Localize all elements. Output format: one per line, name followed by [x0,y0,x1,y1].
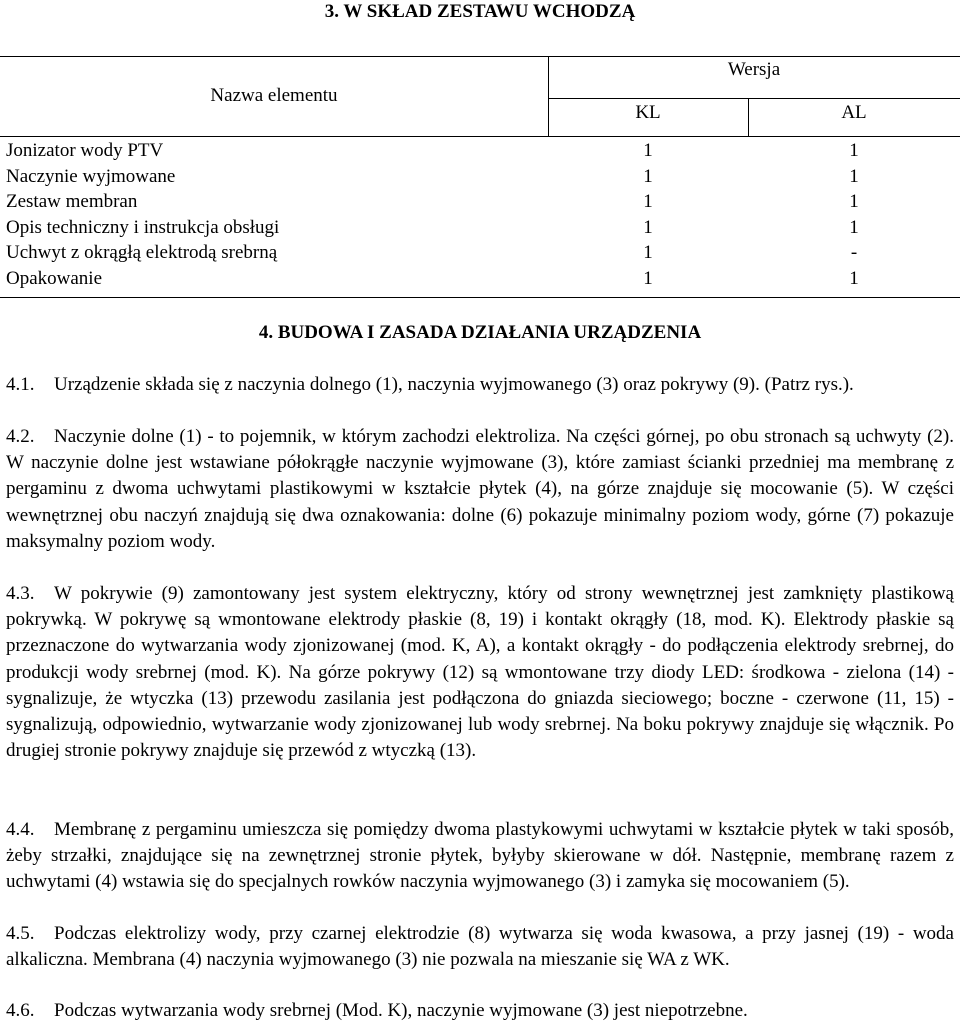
row-al: 1 [849,216,859,238]
row-name: Opis techniczny i instrukcja obsługi [6,216,280,238]
paragraph-number: 4.4. [6,819,35,840]
table-body [0,140,960,294]
paragraph-text: W pokrywie (9) zamontowany jest system elektryczny, który od strony wewnętrznej jest zamknięty plastikową pokrywką. W pokrywę są wmontowane elektrody płaskie (8, 19) i kontakt okrągły (18, mod. K). Elektrody płaskie są przeznaczone do wytwarzania wody zjonizowanej (mod. K, A), a kontakt okrągły - do podłączenia elektrody srebrnej, do produkcji wody srebrnej (mod. K). Na górze pokrywy (12) są wmontowane trzy diody LED: środkowa - zielona (14) - sygnalizuje, że wtyczka (13) przewodu zasilania jest podłączona do gniazda sieciowego; boczne - czerwone (11, 15) - sygnalizują, odpowiednio, wytwarzanie wody zjonizowanej lub wody srebrnej. Na boku pokrywy znajduje się włącznik. Po drugiej stronie pokrywy znajduje się przewód z wtyczką (13). [6,583,954,762]
table-row [0,191,960,217]
paragraph-text: Podczas elektrolizy wody, przy czarnej elektrodzie (8) wytwarza się woda kwasowa, a przy jasnej (19) - woda alkaliczna. Membrana (4) naczynia wyjmowanego (3) nie pozwala na mieszanie się WA z WK. [6,923,954,971]
row-name: Jonizator wody PTV [6,140,164,161]
row-name: Naczynie wyjmowane [6,165,176,187]
paragraph-number: 4.3. [6,583,35,604]
row-name: Opakowanie [6,267,103,289]
version-subheader-border [548,98,960,99]
table-row [0,242,960,268]
section-3-heading: 3. W SKŁAD ZESTAWU WCHODZĄ [324,1,636,22]
section-4-heading: 4. BUDOWA I ZASADA DZIAŁANIA URZĄDZENIA [258,322,702,343]
paragraph-text: Naczynie dolne (1) - to pojemnik, w którym zachodzi elektroliza. Na części górnej, po obu stronach są uchwyty (2). W naczynie dolne jest wstawiane półokrągłe naczynie wyjmowane (3), które zamiast ścianki przedniej ma membranę z pergaminu z dwoma uchwytami plastikowymi w kształcie płytek (4), na górze znajduje się mocowanie (5). W części wewnętrznej obu naczyń znajdują się dwa oznakowania: dolne (6) pokazuje minimalny poziom wody, górne (7) pokazuje maksymalny poziom wody. [6,426,954,552]
paragraph-number: 4.6. [6,1000,35,1021]
row-al: - [850,242,858,264]
paragraph-text: Podczas wytwarzania wody srebrnej (Mod. K), naczynie wyjmowane (3) jest niepotrzebne. [54,1000,748,1021]
table-row [0,268,960,294]
row-kl: 1 [643,165,653,187]
paragraph-4-1 [6,372,954,398]
paragraph-text: Membranę z pergaminu umieszcza się pomiędzy dwoma plastykowymi uchwytami w kształcie płytek w taki sposób, żeby strzałki, znajdujące się na zewnętrznej stronie płytek, byłyby skierowane w dół. Następnie, membranę razem z uchwytami (4) wstawia się do specjalnych rowków naczynia wyjmowanego (3) i zamyka się mocowaniem (5). [6,819,954,893]
table-row [0,217,960,243]
col-kl-header: KL [635,102,661,123]
paragraph-4-3 [6,581,954,764]
paragraph-text: Urządzenie składa się z naczynia dolnego (1), naczynia wyjmowanego (3) oraz pokrywy (9). (Patrz rys.). [54,374,854,395]
row-kl: 1 [643,216,653,238]
row-kl: 1 [643,242,653,264]
row-kl: 1 [643,267,653,289]
table-header-bottom-border [0,136,960,137]
col-name-header: Nazwa elementu [210,85,338,106]
table-bottom-border [0,297,960,298]
table-top-border [0,56,960,57]
row-kl: 1 [643,140,653,161]
paragraph-number: 4.2. [6,426,35,447]
col-version-header: Wersja [727,59,781,80]
row-al: 1 [849,267,859,289]
row-kl: 1 [643,191,653,213]
table-row [0,166,960,192]
col-al-header: AL [841,102,867,123]
paragraph-4-2 [6,424,954,555]
row-name: Zestaw membran [6,191,138,213]
paragraph-number: 4.5. [6,923,35,944]
paragraph-number: 4.1. [6,374,35,395]
paragraph-4-4 [6,817,954,896]
row-name: Uchwyt z okrągłą elektrodą srebrną [6,242,278,264]
row-al: 1 [849,140,859,161]
paragraph-4-5 [6,921,954,973]
paragraph-4-6 [6,998,954,1024]
row-al: 1 [849,191,859,213]
table-row [0,140,960,166]
row-al: 1 [849,165,859,187]
